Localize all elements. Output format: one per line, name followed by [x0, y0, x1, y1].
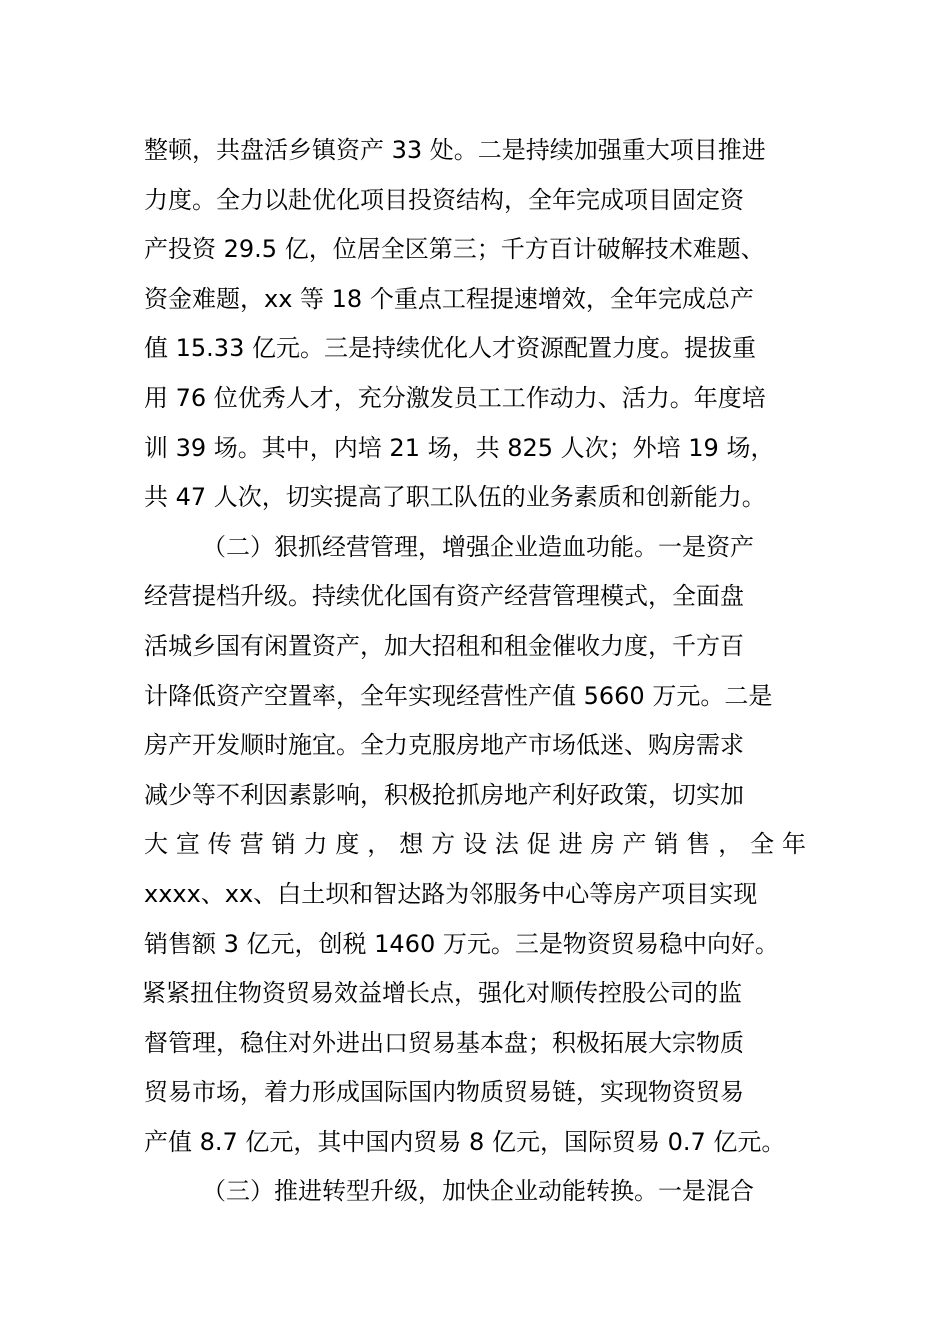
text-line: 活城乡国有闲置资产，加大招租和租金催收力度，千方百: [144, 631, 744, 660]
text-line: 整顿，共盘活乡镇资产 33 处。二是持续加强重大项目推进: [144, 136, 766, 164]
document-body: [144, 126, 834, 1217]
text-line: 共 47 人次，切实提高了职工队伍的业务素质和创新能力。: [144, 483, 766, 512]
text-line: 用 76 位优秀人才，充分激发员工工作动力、活力。年度培: [144, 383, 766, 412]
text-line: 贸易市场，着力形成国际国内物质贸易链，实现物资贸易: [144, 1078, 744, 1107]
text-line: 督管理，稳住对外进出口贸易基本盘；积极拓展大宗物质: [144, 1028, 744, 1057]
section-heading-line: （二）狠抓经营管理，增强企业造血功能。一是资产: [202, 532, 754, 561]
text-line: 紧紧扭住物资贸易效益增长点，强化对顺传控股公司的监: [142, 979, 742, 1008]
text-line: 大宣传营销力度，想方设法促进房产销售，全年: [144, 830, 806, 859]
text-line: 产投资 29.5 亿，位居全区第三；千方百计破解技术难题、: [144, 235, 765, 264]
text-line: xxxx、xx、白土坝和智达路为邻服务中心等房产项目实现: [144, 879, 758, 908]
text-line: 力度。全力以赴优化项目投资结构，全年完成项目固定资: [144, 185, 744, 214]
text-line: 减少等不利因素影响，积极抢抓房地产利好政策，切实加: [144, 780, 744, 809]
section-heading-line: （三）推进转型升级，加快企业动能转换。一是混合: [202, 1177, 754, 1206]
text-line: 值 15.33 亿元。三是持续优化人才资源配置力度。提拔重: [144, 334, 756, 363]
text-line: 资金难题，xx 等 18 个重点工程提速增效，全年完成总产: [144, 284, 754, 313]
text-line: 经营提档升级。持续优化国有资产经营管理模式，全面盘: [144, 582, 744, 611]
text-line: 计降低资产空置率，全年实现经营性产值 5660 万元。二是: [144, 681, 773, 710]
text-line: 房产开发顺时施宜。全力克服房地产市场低迷、购房需求: [144, 731, 744, 760]
text-line: 销售额 3 亿元，创税 1460 万元。三是物资贸易稳中向好。: [144, 929, 779, 958]
text-line: 训 39 场。其中，内培 21 场，共 825 人次；外培 19 场，: [144, 433, 775, 462]
text-line: 产值 8.7 亿元，其中国内贸易 8 亿元，国际贸易 0.7 亿元。: [144, 1127, 786, 1156]
